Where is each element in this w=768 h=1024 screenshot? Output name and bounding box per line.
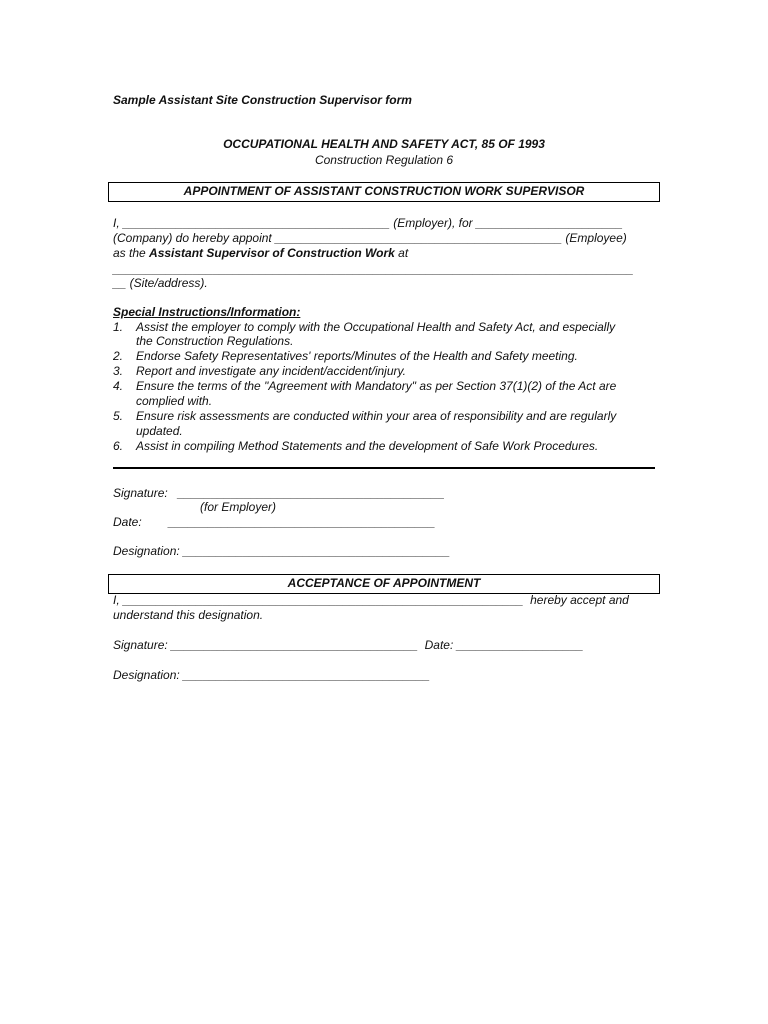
instruction-item [113,349,578,364]
regulation-subtitle: Construction Regulation 6 [314,153,454,167]
acceptance-heading-box [108,574,660,594]
instruction-text-cont: updated. [136,424,183,438]
instruction-text: Ensure the terms of the "Agreement with Mandatory" as per Section 37(1)(2) of the Act are [136,379,617,393]
employer-date-field[interactable]: Date: ________________________________________ [113,515,436,529]
section-divider [113,467,655,469]
instruction-text: Assist in compiling Method Statements and the development of Safe Work Procedures. [136,439,599,453]
role-suffix: at [394,246,409,260]
appointment-line-role [113,246,408,261]
instruction-number: 6. [113,439,124,453]
employee-designation-field[interactable]: Designation: _____________________________________ [113,668,430,682]
instruction-number: 4. [113,379,124,393]
instruction-text-cont: the Construction Regulations. [136,334,294,348]
site-address-label: __ (Site/address). [113,276,208,290]
employer-signature-field[interactable]: Signature: ________________________________________ [113,486,445,500]
instruction-text: Report and investigate any incident/accident/injury. [136,364,406,378]
acceptance-line: I, ____________________________________________________________ hereby accept and [113,593,629,607]
instruction-item [113,439,598,454]
instruction-text: Ensure risk assessments are conducted within your area of responsibility and are regularly [136,409,617,423]
site-address-blank: ______________________________________________________________________________ [113,262,634,276]
acceptance-heading: ACCEPTANCE OF APPOINTMENT [287,576,481,590]
role-title: Assistant Supervisor of Construction Work [149,246,395,260]
employer-designation-field[interactable]: Designation: ________________________________________ [113,544,450,558]
employee-signature-date-field[interactable]: Signature: _____________________________________ Date: ___________________ [113,638,584,652]
appointment-heading-box [108,182,660,202]
instruction-number: 3. [113,364,124,378]
instruction-text-cont: complied with. [136,394,213,408]
appointment-heading: APPOINTMENT OF ASSISTANT CONSTRUCTION WORK SUPERVISOR [183,184,585,198]
appointment-line-company: (Company) do hereby appoint ___________________________________________ (Employee) [113,231,627,245]
instruction-item [113,364,406,379]
document-title: Sample Assistant Site Construction Supervisor form [113,93,412,107]
instruction-item [113,320,615,335]
act-title: OCCUPATIONAL HEALTH AND SAFETY ACT, 85 OF 1993 [223,137,545,151]
role-prefix: as the [113,246,150,260]
instruction-number: 1. [113,320,124,334]
instruction-number: 2. [113,349,124,363]
instruction-number: 5. [113,409,124,423]
instruction-item [113,379,616,394]
instruction-text: Assist the employer to comply with the Occupational Health and Safety Act, and especially [136,320,616,334]
for-employer-label: (for Employer) [200,500,277,514]
appointment-line-employer: I, ________________________________________ (Employer), for ______________________ [113,216,623,230]
instruction-item [113,409,616,424]
acceptance-line-cont: understand this designation. [113,608,264,622]
instruction-text: Endorse Safety Representatives' reports/Minutes of the Health and Safety meeting. [136,349,578,363]
instructions-heading: Special Instructions/Information: [113,305,301,319]
